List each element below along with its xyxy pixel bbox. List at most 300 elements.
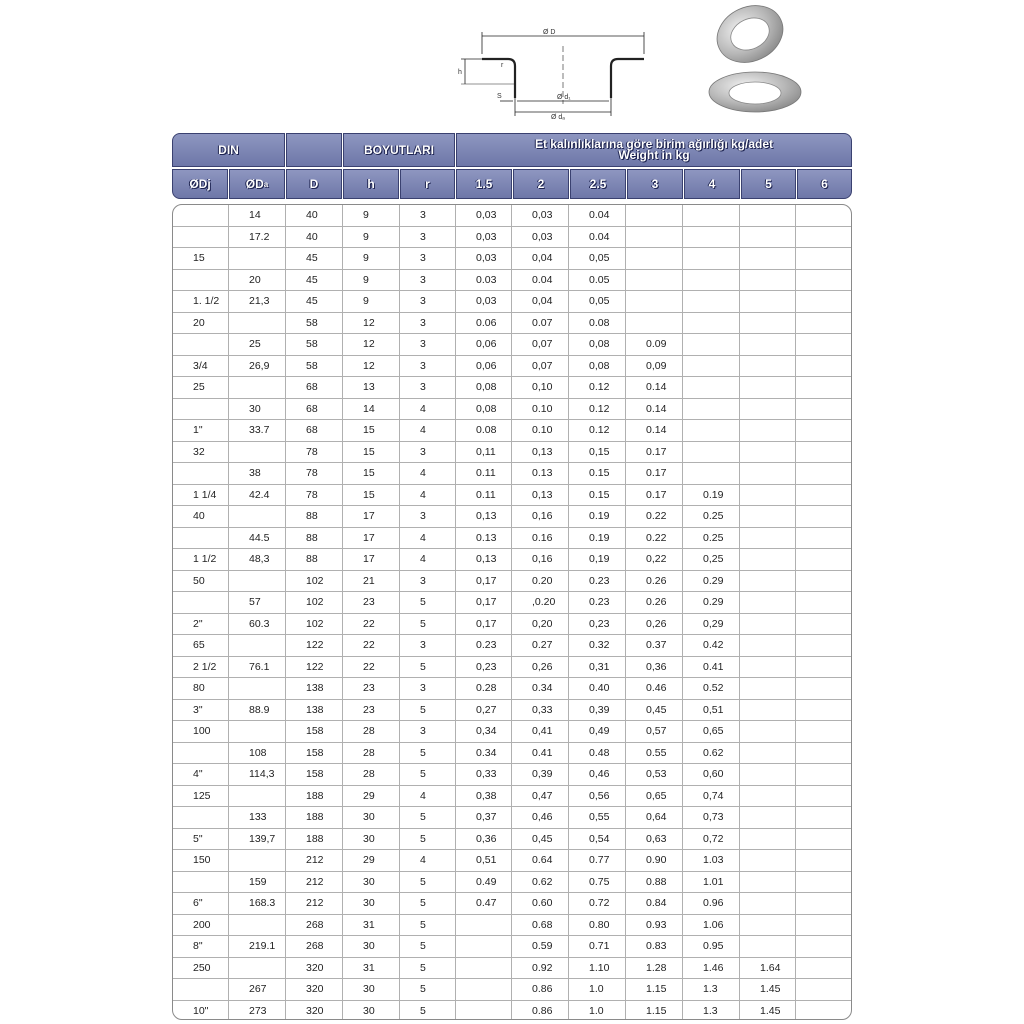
table-cell (229, 850, 286, 871)
table-cell (796, 485, 851, 506)
table-cell: 0,11 (456, 442, 512, 463)
table-cell: 0,03 (512, 205, 569, 226)
table-cell: 1.0 (569, 1001, 626, 1021)
stub-end-dimension-drawing (455, 26, 655, 121)
table-cell: 88.9 (229, 700, 286, 721)
table-cell: 4 (400, 850, 456, 871)
table-cell (796, 399, 851, 420)
table-cell: 22 (343, 614, 400, 635)
table-cell (740, 248, 796, 269)
col-da (229, 169, 285, 199)
table-cell (740, 227, 796, 248)
table-cell: 0.49 (456, 872, 512, 893)
table-cell: 0,56 (569, 786, 626, 807)
table-cell: 0.08 (569, 313, 626, 334)
table-cell: 0,08 (456, 377, 512, 398)
table-cell: 0.96 (683, 893, 740, 914)
header-weight (456, 133, 852, 167)
table-cell: 0.19 (569, 506, 626, 527)
table-cell: 0.23 (569, 571, 626, 592)
col-t-3: 3 (627, 169, 683, 199)
table-cell: 5 (400, 829, 456, 850)
table-cell: 1.15 (626, 979, 683, 1000)
table-cell: 32 (173, 442, 229, 463)
table-cell (796, 635, 851, 656)
table-cell: 3 (400, 356, 456, 377)
table-cell: 3 (400, 678, 456, 699)
table-cell (796, 291, 851, 312)
table-cell: 0.17 (626, 442, 683, 463)
table-cell: 4 (400, 399, 456, 420)
table-cell: 0,27 (456, 700, 512, 721)
table-cell: 125 (173, 786, 229, 807)
table-cell: 0.15 (569, 485, 626, 506)
table-cell: 0,38 (456, 786, 512, 807)
table-cell: 1.10 (569, 958, 626, 979)
table-cell: 5 (400, 592, 456, 613)
table-cell: 0.23 (569, 592, 626, 613)
table-cell: 1 1/4 (173, 485, 229, 506)
table-cell: 139,7 (229, 829, 286, 850)
col-t-4: 4 (684, 169, 740, 199)
table-cell: 320 (286, 1001, 343, 1021)
table-cell (740, 936, 796, 957)
table-cell: 23 (343, 700, 400, 721)
table-cell: 15 (343, 485, 400, 506)
table-cell: 0.34 (512, 678, 569, 699)
table-cell: 0.71 (569, 936, 626, 957)
table-cell: 0.04 (512, 270, 569, 291)
table-cell: 20 (229, 270, 286, 291)
table-cell: 0,13 (512, 485, 569, 506)
table-row (173, 356, 851, 378)
table-cell (626, 291, 683, 312)
table-cell: 30 (343, 979, 400, 1000)
col-t-2: 2 (513, 169, 569, 199)
table-cell: 150 (173, 850, 229, 871)
table-cell: 3 (400, 291, 456, 312)
table-cell: 3 (400, 377, 456, 398)
table-cell: 0.22 (626, 506, 683, 527)
table-row (173, 377, 851, 399)
table-cell: 0.46 (626, 678, 683, 699)
table-cell (796, 528, 851, 549)
table-cell (796, 205, 851, 226)
table-row (173, 313, 851, 335)
table-cell: 0,06 (456, 356, 512, 377)
table-cell: 0.20 (512, 571, 569, 592)
table-cell: 0.28 (456, 678, 512, 699)
table-cell: 168.3 (229, 893, 286, 914)
table-cell: 3 (400, 442, 456, 463)
table-cell: 0.05 (569, 270, 626, 291)
table-cell (456, 958, 512, 979)
table-cell: 45 (286, 270, 343, 291)
table-cell: 1.15 (626, 1001, 683, 1021)
table-row (173, 549, 851, 571)
table-cell: 12 (343, 313, 400, 334)
table-cell: 10" (173, 1001, 229, 1021)
table-cell: 29 (343, 786, 400, 807)
table-cell: 0,45 (512, 829, 569, 850)
table-cell: 26,9 (229, 356, 286, 377)
table-row (173, 915, 851, 937)
col-d: D (286, 169, 342, 199)
table-cell: 1.0 (569, 979, 626, 1000)
table-cell: 0,08 (569, 334, 626, 355)
table-cell (740, 399, 796, 420)
table-cell: 3 (400, 270, 456, 291)
table-cell: 17 (343, 528, 400, 549)
table-cell: 25 (173, 377, 229, 398)
table-cell (796, 1001, 851, 1021)
table-row (173, 678, 851, 700)
table-cell (683, 205, 740, 226)
table-cell: 1" (173, 420, 229, 441)
table-cell: 0.07 (512, 313, 569, 334)
table-cell (796, 227, 851, 248)
table-cell (683, 356, 740, 377)
table-cell: 0.26 (626, 592, 683, 613)
table-cell: 188 (286, 786, 343, 807)
table-cell: 0.32 (569, 635, 626, 656)
table-cell: 60.3 (229, 614, 286, 635)
table-cell (683, 291, 740, 312)
table-cell (740, 807, 796, 828)
table-cell: 15 (343, 420, 400, 441)
table-cell: 21,3 (229, 291, 286, 312)
table-cell (740, 549, 796, 570)
table-cell: 15 (343, 442, 400, 463)
table-cell: 0.40 (569, 678, 626, 699)
table-cell: 0,26 (626, 614, 683, 635)
table-cell: 100 (173, 721, 229, 742)
table-cell: 58 (286, 313, 343, 334)
table-cell: 28 (343, 764, 400, 785)
table-cell (796, 377, 851, 398)
table-cell: 0.86 (512, 1001, 569, 1021)
table-cell: 25 (229, 334, 286, 355)
table-cell: 0,63 (626, 829, 683, 850)
table-cell: 0,05 (569, 291, 626, 312)
table-row (173, 528, 851, 550)
table-row (173, 872, 851, 894)
table-cell: 0,65 (683, 721, 740, 742)
table-cell: 0.17 (626, 485, 683, 506)
table-cell (626, 205, 683, 226)
table-cell: 1. 1/2 (173, 291, 229, 312)
table-cell: 3 (400, 334, 456, 355)
col-r: r (400, 169, 455, 199)
table-cell: 4 (400, 463, 456, 484)
table-cell (740, 829, 796, 850)
table-cell: 22 (343, 657, 400, 678)
table-row (173, 442, 851, 464)
table-cell: 29 (343, 850, 400, 871)
table-cell: 0,55 (569, 807, 626, 828)
table-cell: 23 (343, 678, 400, 699)
table-row (173, 270, 851, 292)
stub-end-product-image (698, 2, 808, 122)
table-cell: 0.75 (569, 872, 626, 893)
col-t-1-5: 1.5 (456, 169, 512, 199)
table-cell (229, 248, 286, 269)
table-cell (229, 915, 286, 936)
table-cell (456, 915, 512, 936)
table-cell: 9 (343, 270, 400, 291)
table-row (173, 592, 851, 614)
table-cell: 15 (173, 248, 229, 269)
table-cell: 0.14 (626, 420, 683, 441)
table-cell (683, 463, 740, 484)
table-cell (229, 571, 286, 592)
table-cell (796, 592, 851, 613)
table-cell: 40 (173, 506, 229, 527)
table-cell: 1.45 (740, 1001, 796, 1021)
col-h: h (343, 169, 399, 199)
table-cell: 200 (173, 915, 229, 936)
table-cell: 0.22 (626, 528, 683, 549)
table-cell: 0,41 (512, 721, 569, 742)
table-cell (796, 979, 851, 1000)
table-row (173, 399, 851, 421)
table-cell: 30 (343, 829, 400, 850)
table-cell: 122 (286, 635, 343, 656)
table-cell (683, 399, 740, 420)
table-cell: 0.72 (569, 893, 626, 914)
table-cell: 0,15 (569, 442, 626, 463)
table-cell (796, 700, 851, 721)
table-cell: 3 (400, 571, 456, 592)
table-cell: 158 (286, 764, 343, 785)
table-cell: 0.60 (512, 893, 569, 914)
table-cell (740, 893, 796, 914)
table-cell: 0,08 (569, 356, 626, 377)
table-row (173, 893, 851, 915)
table-cell: 0.12 (569, 377, 626, 398)
table-cell: 4 (400, 549, 456, 570)
table-cell: 0,19 (569, 549, 626, 570)
table-cell: 0.52 (683, 678, 740, 699)
label-r: r (501, 62, 504, 69)
table-cell: 0,16 (512, 549, 569, 570)
label-d1: Ø d₁ (557, 94, 571, 101)
table-cell: 0.11 (456, 485, 512, 506)
table-cell: 20 (173, 313, 229, 334)
table-cell (740, 356, 796, 377)
table-header (172, 133, 852, 199)
table-cell: 1.03 (683, 850, 740, 871)
table-cell: 0,16 (512, 506, 569, 527)
table-cell: 0.48 (569, 743, 626, 764)
table-cell: 0,07 (512, 334, 569, 355)
table-cell: 0.04 (569, 227, 626, 248)
table-cell: 0.12 (569, 420, 626, 441)
table-cell: 0,60 (683, 764, 740, 785)
table-cell (796, 936, 851, 957)
table-cell (740, 592, 796, 613)
table-cell: 30 (343, 936, 400, 957)
table-cell: 0.10 (512, 399, 569, 420)
table-cell: 40 (286, 227, 343, 248)
table-cell (796, 313, 851, 334)
table-cell: 4" (173, 764, 229, 785)
table-cell: 5 (400, 700, 456, 721)
table-cell: 30 (343, 893, 400, 914)
table-cell: 3 (400, 313, 456, 334)
table-cell: 138 (286, 700, 343, 721)
table-cell: 5 (400, 979, 456, 1000)
table-cell (740, 291, 796, 312)
table-cell: 6" (173, 893, 229, 914)
table-cell: 0.19 (569, 528, 626, 549)
table-cell: 5 (400, 657, 456, 678)
label-da: Ø dₐ (551, 114, 565, 121)
table-cell: 88 (286, 549, 343, 570)
table-cell (740, 442, 796, 463)
table-cell: 0,64 (626, 807, 683, 828)
table-cell (796, 850, 851, 871)
table-cell (740, 205, 796, 226)
table-cell: 0.62 (512, 872, 569, 893)
table-cell (740, 506, 796, 527)
table-cell: 0.80 (569, 915, 626, 936)
table-cell: 0,65 (626, 786, 683, 807)
table-cell: 0,13 (456, 549, 512, 570)
table-cell: 0,46 (569, 764, 626, 785)
table-cell: 0.55 (626, 743, 683, 764)
table-cell (683, 442, 740, 463)
table-cell: 0.13 (512, 463, 569, 484)
table-cell (740, 313, 796, 334)
table-cell (173, 528, 229, 549)
table-cell: 88 (286, 528, 343, 549)
table-cell: 0.29 (683, 592, 740, 613)
table-cell: 188 (286, 807, 343, 828)
table-cell: 0.14 (626, 377, 683, 398)
table-cell: 0,45 (626, 700, 683, 721)
table-cell: 158 (286, 743, 343, 764)
table-cell: 40 (286, 205, 343, 226)
table-cell (626, 227, 683, 248)
table-cell: 212 (286, 893, 343, 914)
table-cell (173, 872, 229, 893)
table-cell: 14 (229, 205, 286, 226)
table-cell: 42.4 (229, 485, 286, 506)
table-cell: 267 (229, 979, 286, 1000)
table-cell: 3 (400, 227, 456, 248)
table-cell (740, 420, 796, 441)
table-row (173, 829, 851, 851)
table-cell: 212 (286, 850, 343, 871)
table-cell (740, 657, 796, 678)
table-cell: 28 (343, 743, 400, 764)
table-cell: 0,20 (512, 614, 569, 635)
header-weight-en: Weight in kg (618, 148, 690, 162)
table-cell: 5 (400, 936, 456, 957)
table-cell: 30 (343, 807, 400, 828)
table-cell (796, 893, 851, 914)
table-cell (683, 270, 740, 291)
table-row (173, 635, 851, 657)
table-cell: 65 (173, 635, 229, 656)
table-cell (796, 270, 851, 291)
table-cell: 0.25 (683, 506, 740, 527)
table-cell: 9 (343, 248, 400, 269)
table-cell: 0.23 (456, 635, 512, 656)
table-cell: 102 (286, 592, 343, 613)
table-cell: 268 (286, 936, 343, 957)
table-cell (740, 334, 796, 355)
table-cell: 30 (229, 399, 286, 420)
table-cell: 0,36 (626, 657, 683, 678)
table-cell: 31 (343, 915, 400, 936)
table-cell: 0.47 (456, 893, 512, 914)
table-cell (626, 313, 683, 334)
table-cell: 13 (343, 377, 400, 398)
table-cell: 0.26 (626, 571, 683, 592)
table-cell (173, 334, 229, 355)
table-cell: 0,09 (626, 356, 683, 377)
table-cell: 0.12 (569, 399, 626, 420)
dimensions-weight-table (172, 204, 852, 1020)
table-cell: 3 (400, 635, 456, 656)
table-cell: 212 (286, 872, 343, 893)
table-cell: 133 (229, 807, 286, 828)
table-cell (796, 678, 851, 699)
table-cell: 38 (229, 463, 286, 484)
table-cell: 0.41 (683, 657, 740, 678)
table-cell: 0.13 (456, 528, 512, 549)
table-cell: 268 (286, 915, 343, 936)
table-cell: 0,29 (683, 614, 740, 635)
table-cell: 88 (286, 506, 343, 527)
table-cell: 5 (400, 958, 456, 979)
table-cell (683, 313, 740, 334)
table-cell: 2" (173, 614, 229, 635)
table-cell: 0.34 (456, 743, 512, 764)
table-cell (796, 743, 851, 764)
table-cell (683, 334, 740, 355)
table-cell: 9 (343, 291, 400, 312)
table-cell: 5 (400, 743, 456, 764)
table-cell: 188 (286, 829, 343, 850)
table-cell: 3 (400, 506, 456, 527)
table-cell (796, 420, 851, 441)
table-cell (796, 721, 851, 742)
table-cell: 0.04 (569, 205, 626, 226)
table-cell (229, 958, 286, 979)
table-cell (173, 399, 229, 420)
table-cell: 45 (286, 291, 343, 312)
table-cell (796, 334, 851, 355)
table-cell (626, 248, 683, 269)
col-t-6: 6 (797, 169, 852, 199)
table-cell: 3 (400, 205, 456, 226)
table-row (173, 721, 851, 743)
table-cell (173, 227, 229, 248)
table-cell (173, 270, 229, 291)
header-blank (286, 133, 342, 167)
table-cell: 0.84 (626, 893, 683, 914)
table-cell: 0.19 (683, 485, 740, 506)
table-cell (626, 270, 683, 291)
table-cell (683, 227, 740, 248)
table-cell: 9 (343, 205, 400, 226)
table-row (173, 485, 851, 507)
table-cell: 0.08 (456, 420, 512, 441)
table-cell: 31 (343, 958, 400, 979)
